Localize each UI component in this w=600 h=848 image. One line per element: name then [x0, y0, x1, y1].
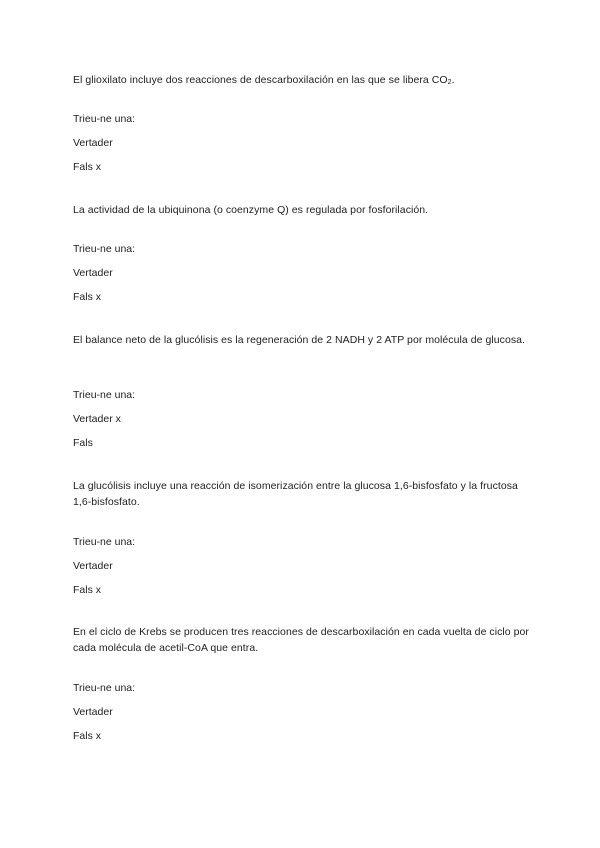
option-true[interactable]: Vertader x	[73, 413, 121, 425]
question-2	[73, 202, 533, 303]
option-false[interactable]: Fals x	[73, 161, 102, 173]
question-1	[73, 72, 533, 173]
question-text: La glucólisis incluye una reacción de isomerización entre la glucosa 1,6-bisfosfato y la fructosa 1,6-bisfosfato.	[73, 480, 518, 508]
question-5	[73, 624, 533, 742]
choose-one-label: Trieu-ne una:	[73, 113, 136, 125]
option-true[interactable]: Vertader	[73, 706, 113, 718]
option-false[interactable]: Fals x	[73, 291, 102, 303]
option-false[interactable]: Fals x	[73, 730, 102, 742]
choose-one-label: Trieu-ne una:	[73, 243, 136, 255]
choose-one-label: Trieu-ne una:	[73, 682, 136, 694]
question-text: El balance neto de la glucólisis es la regeneración de 2 NADH y 2 ATP por molécula de glucosa.	[73, 334, 525, 346]
question-text: En el ciclo de Krebs se producen tres reacciones de descarboxilación en cada vuelta de ciclo por cada molécula de acetil-CoA que entra.	[73, 626, 529, 654]
option-true[interactable]: Vertader	[73, 137, 113, 149]
choose-one-label: Trieu-ne una:	[73, 536, 136, 548]
question-text: El glioxilato incluye dos reacciones de descarboxilación en las que se libera $CO_2$.	[73, 74, 455, 86]
option-false[interactable]: Fals	[73, 437, 93, 449]
question-4	[73, 478, 533, 596]
question-text: La actividad de la ubiquinona (o coenzyme Q) es regulada por fosforilación.	[73, 204, 429, 216]
option-true[interactable]: Vertader	[73, 267, 113, 279]
choose-one-label: Trieu-ne una:	[73, 389, 136, 401]
option-true[interactable]: Vertader	[73, 560, 113, 572]
option-false[interactable]: Fals x	[73, 584, 102, 596]
question-3	[73, 332, 533, 449]
subscript-two: 2	[447, 79, 452, 86]
